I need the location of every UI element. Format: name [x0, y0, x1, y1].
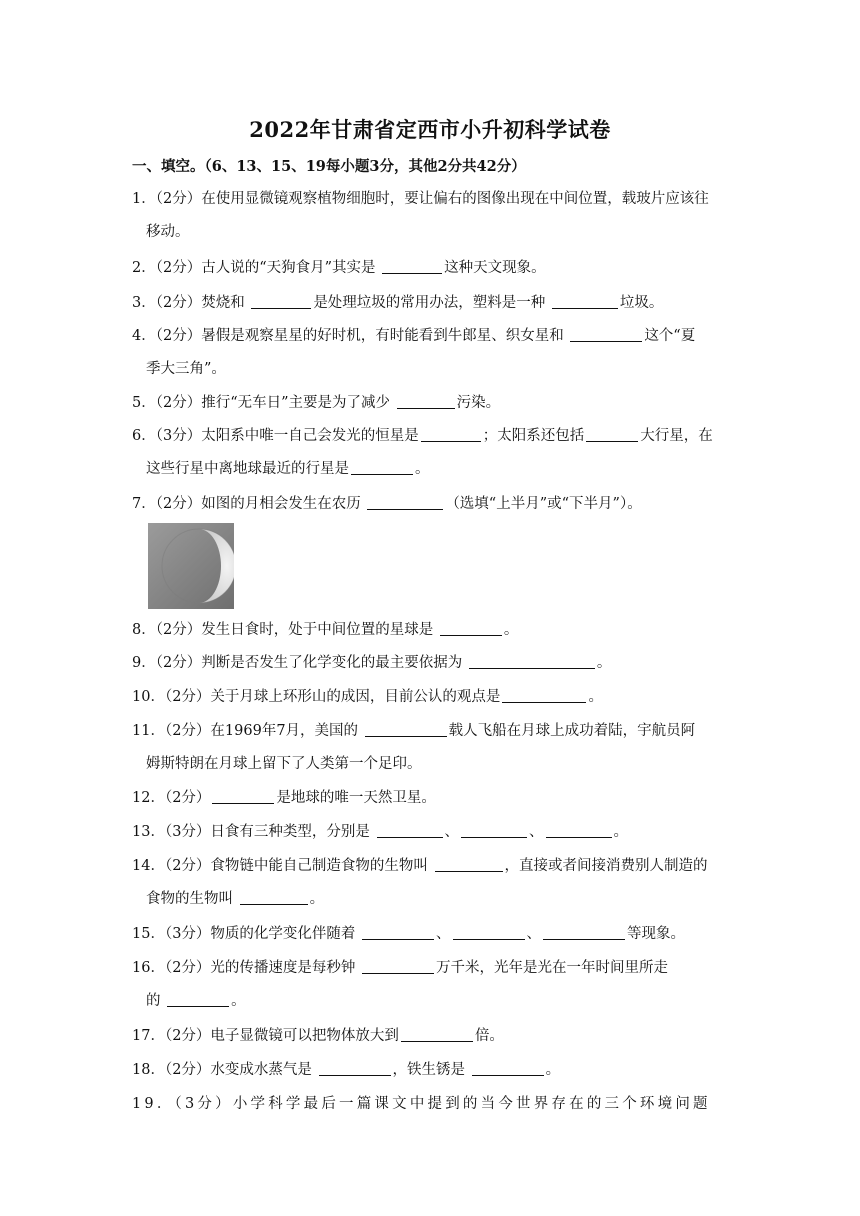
question-10: 10．（2分）关于月球上环形山的成因，目前公认的观点是 。: [132, 689, 603, 705]
question-11: 11．（2分）在1969年7月，美国的 载人飞船在月球上成功着陆，宇航员阿 姆斯特朗在月球上留下了人类第一个足印。: [132, 723, 696, 772]
answer-blank[interactable]: [552, 293, 618, 309]
question-19: 19．（3分）小学科学最后一篇课文中提到的当今世界存在的三个环境问题: [132, 1096, 711, 1112]
answer-blank[interactable]: [543, 924, 625, 940]
moon-phase-image: [148, 523, 234, 609]
answer-blank[interactable]: [570, 326, 642, 342]
answer-blank[interactable]: [397, 393, 455, 409]
answer-blank[interactable]: [502, 687, 586, 703]
question-18: 18．（2分）水变成水蒸气是 ，铁生锈是 。: [132, 1062, 561, 1078]
question-16: 16．（2分）光的传播速度是每秒钟 万千米，光年是光在一年时间里所走 的 。: [132, 960, 669, 1009]
answer-blank[interactable]: [251, 293, 311, 309]
answer-blank[interactable]: [362, 924, 434, 940]
question-6: 6．（3分）太阳系中唯一自己会发光的恒星是 ；太阳系还包括 大行星，在 这些行星中离地球最近的行星是 。: [132, 428, 713, 477]
answer-blank[interactable]: [435, 856, 503, 872]
question-4: 4．（2分）暑假是观察星星的好时机，有时能看到牛郎星、织女星和 这个“夏 季大三角”。: [132, 328, 696, 377]
question-15: 15．（3分）物质的化学变化伴随着 、 、 等现象。: [132, 926, 686, 942]
answer-blank[interactable]: [377, 822, 443, 838]
question-8: 8．（2分）发生日食时，处于中间位置的星球是 。: [132, 622, 519, 638]
question-1: 1．（2分）在使用显微镜观察植物细胞时，要让偏右的图像出现在中间位置，载玻片应该往 移动。: [132, 191, 709, 240]
answer-blank[interactable]: [453, 924, 525, 940]
answer-blank[interactable]: [401, 1026, 473, 1042]
answer-blank[interactable]: [440, 620, 502, 636]
question-5: 5．（2分）推行“无车日”主要是为了减少 污染。: [132, 395, 501, 411]
answer-blank[interactable]: [367, 494, 443, 510]
answer-blank[interactable]: [362, 958, 434, 974]
answer-blank[interactable]: [421, 426, 481, 442]
answer-blank[interactable]: [212, 788, 274, 804]
question-3: 3．（2分）焚烧和 是处理垃圾的常用办法，塑料是一种 垃圾。: [132, 295, 664, 311]
answer-blank[interactable]: [240, 889, 308, 905]
question-17: 17．（2分）电子显微镜可以把物体放大到 倍。: [132, 1028, 504, 1044]
question-2: 2．（2分）古人说的“天狗食月”其实是 这种天文现象。: [132, 260, 546, 276]
answer-blank[interactable]: [319, 1060, 391, 1076]
answer-blank[interactable]: [351, 459, 413, 475]
section-heading: 一、填空。（6、13、15、19每小题3分，其他2分共42分）: [132, 158, 526, 175]
question-14: 14．（2分）食物链中能自己制造食物的生物叫 ，直接或者间接消费别人制造的 食物的生物叫 。: [132, 858, 708, 907]
question-9: 9．（2分）判断是否发生了化学变化的最主要依据为 。: [132, 655, 612, 671]
question-12: 12．（2分） 是地球的唯一天然卫星。: [132, 790, 436, 806]
question-13: 13．（3分）日食有三种类型，分别是 、 、 。: [132, 824, 629, 840]
answer-blank[interactable]: [469, 653, 595, 669]
answer-blank[interactable]: [382, 258, 442, 274]
answer-blank[interactable]: [461, 822, 527, 838]
answer-blank[interactable]: [365, 721, 447, 737]
page-title: 2022年甘肃省定西市小升初科学试卷: [249, 117, 611, 142]
answer-blank[interactable]: [472, 1060, 544, 1076]
answer-blank[interactable]: [167, 991, 229, 1007]
question-7: 7．（2分）如图的月相会发生在农历 （选填“上半月”或“下半月”）。: [132, 496, 642, 512]
answer-blank[interactable]: [586, 426, 638, 442]
answer-blank[interactable]: [546, 822, 612, 838]
